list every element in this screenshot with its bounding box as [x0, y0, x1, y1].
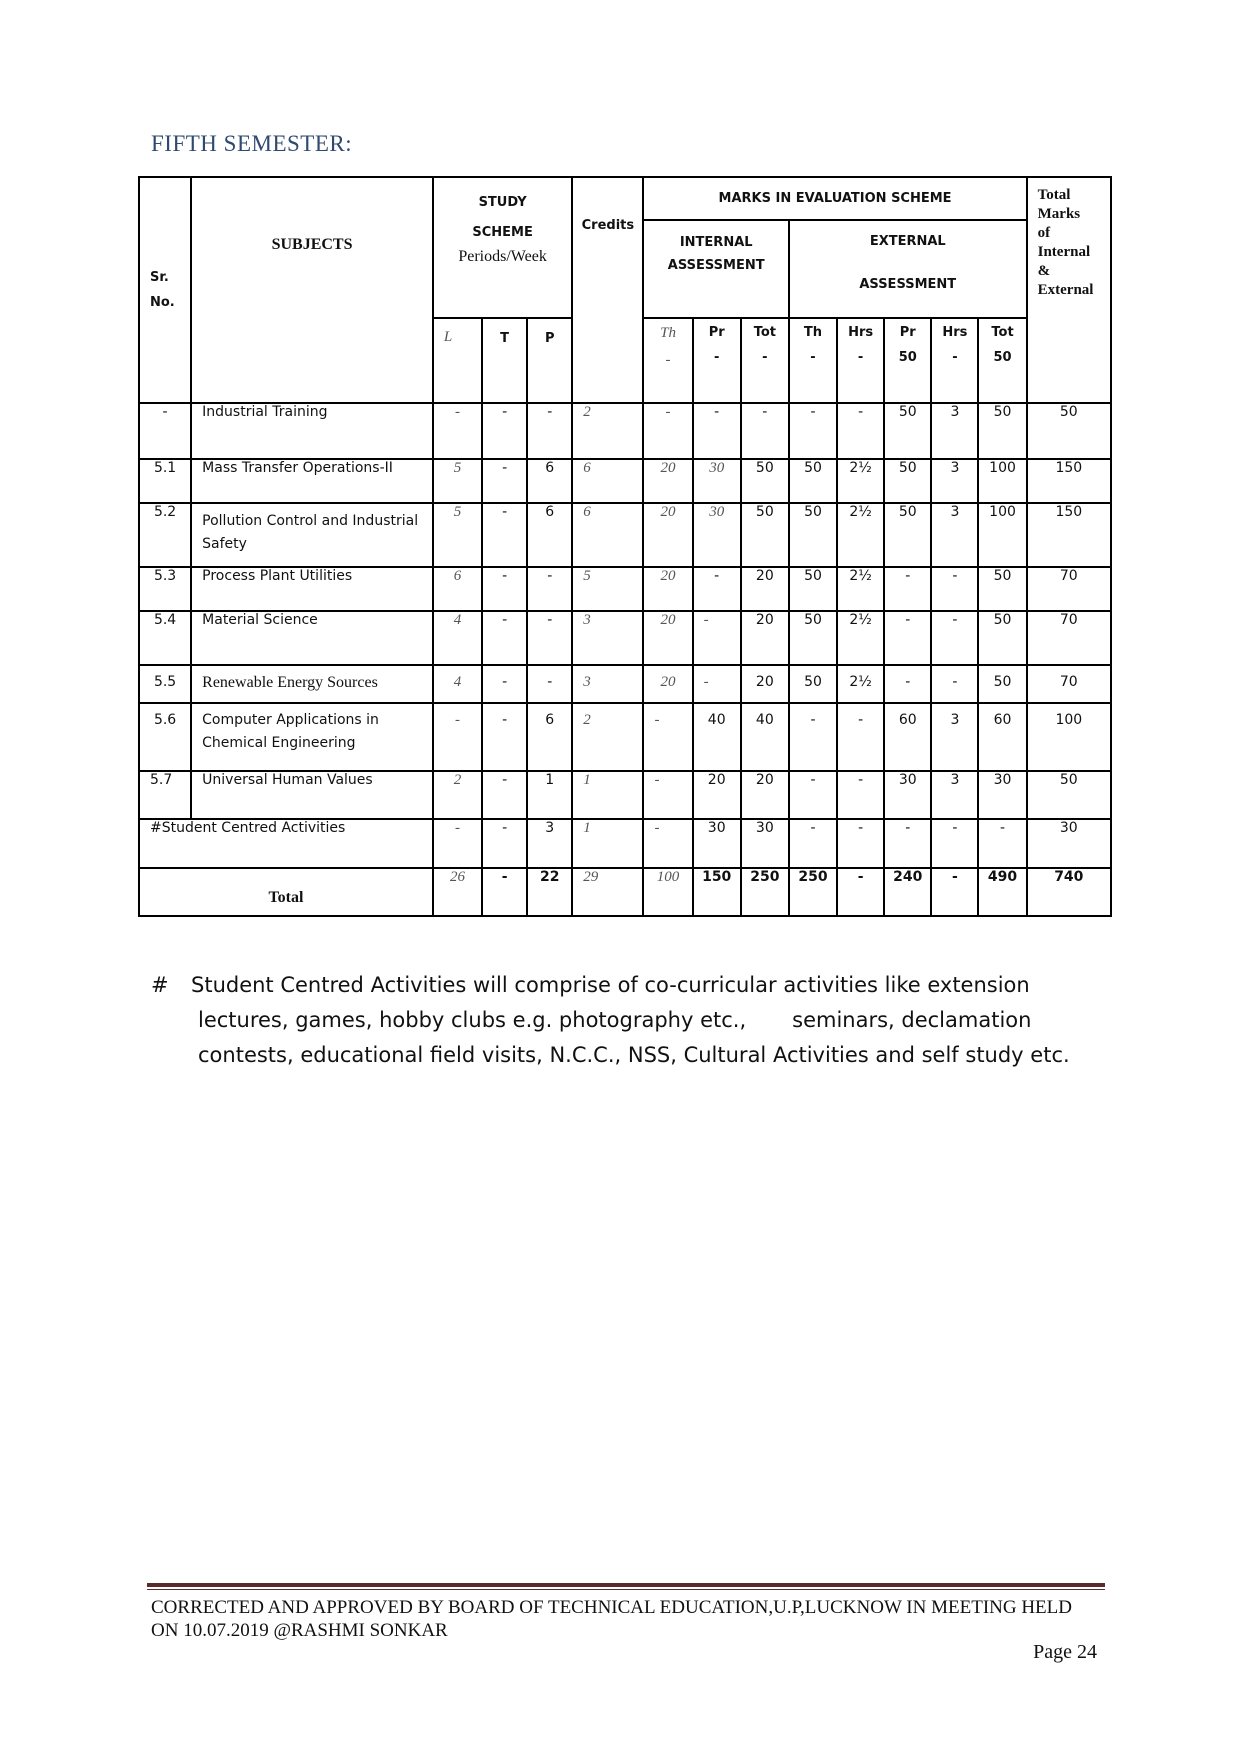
external-hrs-cell: - — [931, 611, 978, 665]
external-hrs-cell: 3 — [931, 403, 978, 459]
internal-pr-cell: - — [693, 403, 741, 459]
external-hrs-cell: - — [931, 665, 978, 703]
p-cell: 6 — [527, 703, 572, 771]
subject-cell: Industrial Training — [191, 403, 433, 459]
total-cell: 70 — [1027, 611, 1111, 665]
credits-cell: 3 — [572, 611, 643, 665]
l-cell: 6 — [433, 567, 482, 611]
t-cell: - — [482, 819, 527, 868]
p-cell: - — [527, 665, 572, 703]
external-th-cell: - — [789, 819, 837, 868]
external-hrs-cell: 3 — [931, 459, 978, 503]
l-cell: 4 — [433, 665, 482, 703]
external-tot-cell: 60 — [978, 703, 1026, 771]
internal-pr-cell: - — [693, 665, 741, 703]
credits-cell: 1 — [572, 771, 643, 819]
table-row — [139, 611, 1111, 665]
internal-pr-cell: - — [693, 611, 741, 665]
external-tot-cell: 100 — [978, 503, 1026, 567]
internal-tot-cell: 250 — [741, 868, 789, 916]
internal-th-cell: - — [643, 771, 692, 819]
p-header: P — [527, 318, 572, 403]
evaluation-scheme-table — [138, 176, 1112, 917]
internal-th-cell: 20 — [643, 459, 692, 503]
l-cell: 5 — [433, 503, 482, 567]
t-cell: - — [482, 868, 527, 916]
table-row — [139, 665, 1111, 703]
p-cell: - — [527, 403, 572, 459]
credits-cell: 6 — [572, 503, 643, 567]
external-hrs2-header: Hrs - — [931, 318, 978, 403]
p-cell: 3 — [527, 819, 572, 868]
internal-pr-cell: 150 — [693, 868, 741, 916]
subject-cell: Computer Applications in Chemical Engineering — [191, 703, 433, 771]
internal-tot-cell: 20 — [741, 665, 789, 703]
external-pr-header: Pr 50 — [884, 318, 931, 403]
credits-cell: 6 — [572, 459, 643, 503]
sr-cell: 5.7 — [139, 771, 191, 819]
sr-cell: 5.2 — [139, 503, 191, 567]
internal-tot-cell: 40 — [741, 703, 789, 771]
t-cell: - — [482, 459, 527, 503]
t-cell: - — [482, 771, 527, 819]
sr-cell: 5.4 — [139, 611, 191, 665]
external-assessment-header: EXTERNAL ASSESSMENT — [789, 220, 1027, 318]
internal-tot-cell: - — [741, 403, 789, 459]
total-cell: 50 — [1027, 771, 1111, 819]
external-th-cell: - — [789, 703, 837, 771]
hrs-cell: 2½ — [837, 459, 884, 503]
external-hrs-cell: - — [931, 567, 978, 611]
internal-pr-cell: - — [693, 567, 741, 611]
external-pr-cell: 240 — [884, 868, 931, 916]
total-marks-header: Total Marks of Internal & External — [1027, 177, 1111, 403]
subject-cell: Material Science — [191, 611, 433, 665]
credits-header: Credits — [572, 177, 643, 403]
hrs-cell: - — [837, 868, 884, 916]
note-line-2b: seminars, declamation — [792, 1008, 1032, 1032]
external-hrs-header: Hrs - — [837, 318, 884, 403]
l-cell: - — [433, 403, 482, 459]
external-tot-cell: 50 — [978, 567, 1026, 611]
footer-rule-thin — [147, 1589, 1105, 1590]
total-cell: 70 — [1027, 665, 1111, 703]
internal-pr-cell: 30 — [693, 503, 741, 567]
external-pr-cell: 50 — [884, 459, 931, 503]
l-cell: 5 — [433, 459, 482, 503]
external-hrs-cell: - — [931, 819, 978, 868]
internal-th-cell: - — [643, 703, 692, 771]
table-row — [139, 703, 1111, 771]
t-cell: - — [482, 567, 527, 611]
hrs-cell: 2½ — [837, 503, 884, 567]
t-cell: - — [482, 403, 527, 459]
sr-cell: 5.6 — [139, 703, 191, 771]
credits-cell: 2 — [572, 403, 643, 459]
p-cell: - — [527, 611, 572, 665]
internal-pr-cell: 30 — [693, 819, 741, 868]
external-pr-cell: 60 — [884, 703, 931, 771]
table-row — [139, 503, 1111, 567]
hrs-cell: - — [837, 771, 884, 819]
sr-cell: 5.1 — [139, 459, 191, 503]
credits-cell: 5 — [572, 567, 643, 611]
l-cell: - — [433, 703, 482, 771]
subject-cell: Renewable Energy Sources — [191, 665, 433, 703]
credits-cell: 2 — [572, 703, 643, 771]
external-th-cell: - — [789, 771, 837, 819]
credits-cell: 1 — [572, 819, 643, 868]
external-tot-cell: 50 — [978, 403, 1026, 459]
hrs-cell: 2½ — [837, 665, 884, 703]
external-th-cell: - — [789, 403, 837, 459]
internal-pr-cell: 20 — [693, 771, 741, 819]
external-th-cell: 50 — [789, 567, 837, 611]
sr-no-header: Sr. No. — [139, 177, 191, 403]
total-cell: 150 — [1027, 503, 1111, 567]
sca-label-cell: #Student Centred Activities — [139, 819, 433, 868]
external-pr-cell: 50 — [884, 403, 931, 459]
total-label-cell: Total — [139, 868, 433, 916]
external-hrs-cell: 3 — [931, 503, 978, 567]
external-tot-cell: - — [978, 819, 1026, 868]
subject-cell: Universal Human Values — [191, 771, 433, 819]
internal-pr-cell: 40 — [693, 703, 741, 771]
external-pr-cell: - — [884, 819, 931, 868]
hrs-cell: - — [837, 819, 884, 868]
external-th-cell: 50 — [789, 665, 837, 703]
p-cell: - — [527, 567, 572, 611]
note-hash: # — [151, 973, 169, 997]
internal-pr-cell: 30 — [693, 459, 741, 503]
sr-cell: - — [139, 403, 191, 459]
total-cell: 150 — [1027, 459, 1111, 503]
footer-line-2: ON 10.07.2019 @RASHMI SONKAR — [151, 1620, 448, 1641]
l-cell: - — [433, 819, 482, 868]
table-row — [139, 771, 1111, 819]
page-title: FIFTH SEMESTER: — [151, 131, 353, 156]
external-hrs-cell: - — [931, 868, 978, 916]
internal-th-cell: 20 — [643, 665, 692, 703]
external-tot-cell: 50 — [978, 665, 1026, 703]
total-cell: 100 — [1027, 703, 1111, 771]
p-cell: 6 — [527, 503, 572, 567]
total-row — [139, 868, 1111, 916]
p-cell: 22 — [527, 868, 572, 916]
note-line-1: Student Centred Activities will comprise of co-curricular activities like extension — [191, 973, 1030, 997]
internal-th-cell: 20 — [643, 567, 692, 611]
l-cell: 26 — [433, 868, 482, 916]
t-header: T — [482, 318, 527, 403]
internal-th-cell: 20 — [643, 611, 692, 665]
t-cell: - — [482, 503, 527, 567]
external-tot-header: Tot 50 — [978, 318, 1026, 403]
footer-line-1: CORRECTED AND APPROVED BY BOARD OF TECHNICAL EDUCATION,U.P,LUCKNOW IN MEETING HELD — [151, 1597, 1072, 1618]
table-row — [139, 403, 1111, 459]
study-scheme-header: STUDY SCHEME Periods/Week — [433, 177, 572, 318]
external-pr-cell: - — [884, 665, 931, 703]
table-row — [139, 567, 1111, 611]
credits-cell: 29 — [572, 868, 643, 916]
external-tot-cell: 100 — [978, 459, 1026, 503]
l-header: L — [433, 318, 482, 403]
footer — [151, 1596, 1111, 1642]
l-cell: 2 — [433, 771, 482, 819]
table-row — [139, 459, 1111, 503]
internal-tot-header: Tot - — [741, 318, 789, 403]
hrs-cell: - — [837, 403, 884, 459]
internal-tot-cell: 30 — [741, 819, 789, 868]
external-pr-cell: 50 — [884, 503, 931, 567]
page-number: Page 24 — [1033, 1641, 1097, 1663]
sr-cell: 5.5 — [139, 665, 191, 703]
external-th-header: Th - — [789, 318, 837, 403]
internal-assessment-header: INTERNAL ASSESSMENT — [643, 220, 788, 318]
marks-header: MARKS IN EVALUATION SCHEME — [643, 177, 1026, 220]
external-pr-cell: 30 — [884, 771, 931, 819]
hrs-cell: 2½ — [837, 567, 884, 611]
external-hrs-cell: 3 — [931, 703, 978, 771]
external-hrs-cell: 3 — [931, 771, 978, 819]
p-cell: 6 — [527, 459, 572, 503]
external-tot-cell: 30 — [978, 771, 1026, 819]
internal-tot-cell: 50 — [741, 459, 789, 503]
internal-th-cell: 100 — [643, 868, 692, 916]
t-cell: - — [482, 665, 527, 703]
external-tot-cell: 490 — [978, 868, 1026, 916]
note-line-3: contests, educational field visits, N.C.C., NSS, Cultural Activities and self study etc. — [198, 1043, 1070, 1067]
header-row-1 — [139, 177, 1111, 220]
total-cell: 740 — [1027, 868, 1111, 916]
subject-cell: Mass Transfer Operations-II — [191, 459, 433, 503]
external-pr-cell: - — [884, 567, 931, 611]
hrs-cell: 2½ — [837, 611, 884, 665]
subject-cell: Process Plant Utilities — [191, 567, 433, 611]
internal-tot-cell: 50 — [741, 503, 789, 567]
external-th-cell: 50 — [789, 459, 837, 503]
internal-tot-cell: 20 — [741, 611, 789, 665]
internal-pr-header: Pr - — [693, 318, 741, 403]
total-cell: 70 — [1027, 567, 1111, 611]
internal-tot-cell: 20 — [741, 771, 789, 819]
note-line-2a: lectures, games, hobby clubs e.g. photography etc., — [198, 1008, 747, 1032]
l-cell: 4 — [433, 611, 482, 665]
subjects-header: SUBJECTS — [191, 177, 433, 403]
internal-th-cell: - — [643, 819, 692, 868]
total-cell: 30 — [1027, 819, 1111, 868]
activities-note — [151, 968, 1091, 1073]
internal-th-header: Th - — [643, 318, 692, 403]
external-th-cell: 50 — [789, 503, 837, 567]
p-cell: 1 — [527, 771, 572, 819]
external-pr-cell: - — [884, 611, 931, 665]
t-cell: - — [482, 703, 527, 771]
credits-cell: 3 — [572, 665, 643, 703]
internal-th-cell: 20 — [643, 503, 692, 567]
internal-th-cell: - — [643, 403, 692, 459]
external-tot-cell: 50 — [978, 611, 1026, 665]
sr-cell: 5.3 — [139, 567, 191, 611]
total-cell: 50 — [1027, 403, 1111, 459]
t-cell: - — [482, 611, 527, 665]
subject-cell: Pollution Control and Industrial Safety — [191, 503, 433, 567]
external-th-cell: 50 — [789, 611, 837, 665]
external-th-cell: 250 — [789, 868, 837, 916]
footer-rule — [147, 1583, 1105, 1587]
sca-row — [139, 819, 1111, 868]
hrs-cell: - — [837, 703, 884, 771]
internal-tot-cell: 20 — [741, 567, 789, 611]
